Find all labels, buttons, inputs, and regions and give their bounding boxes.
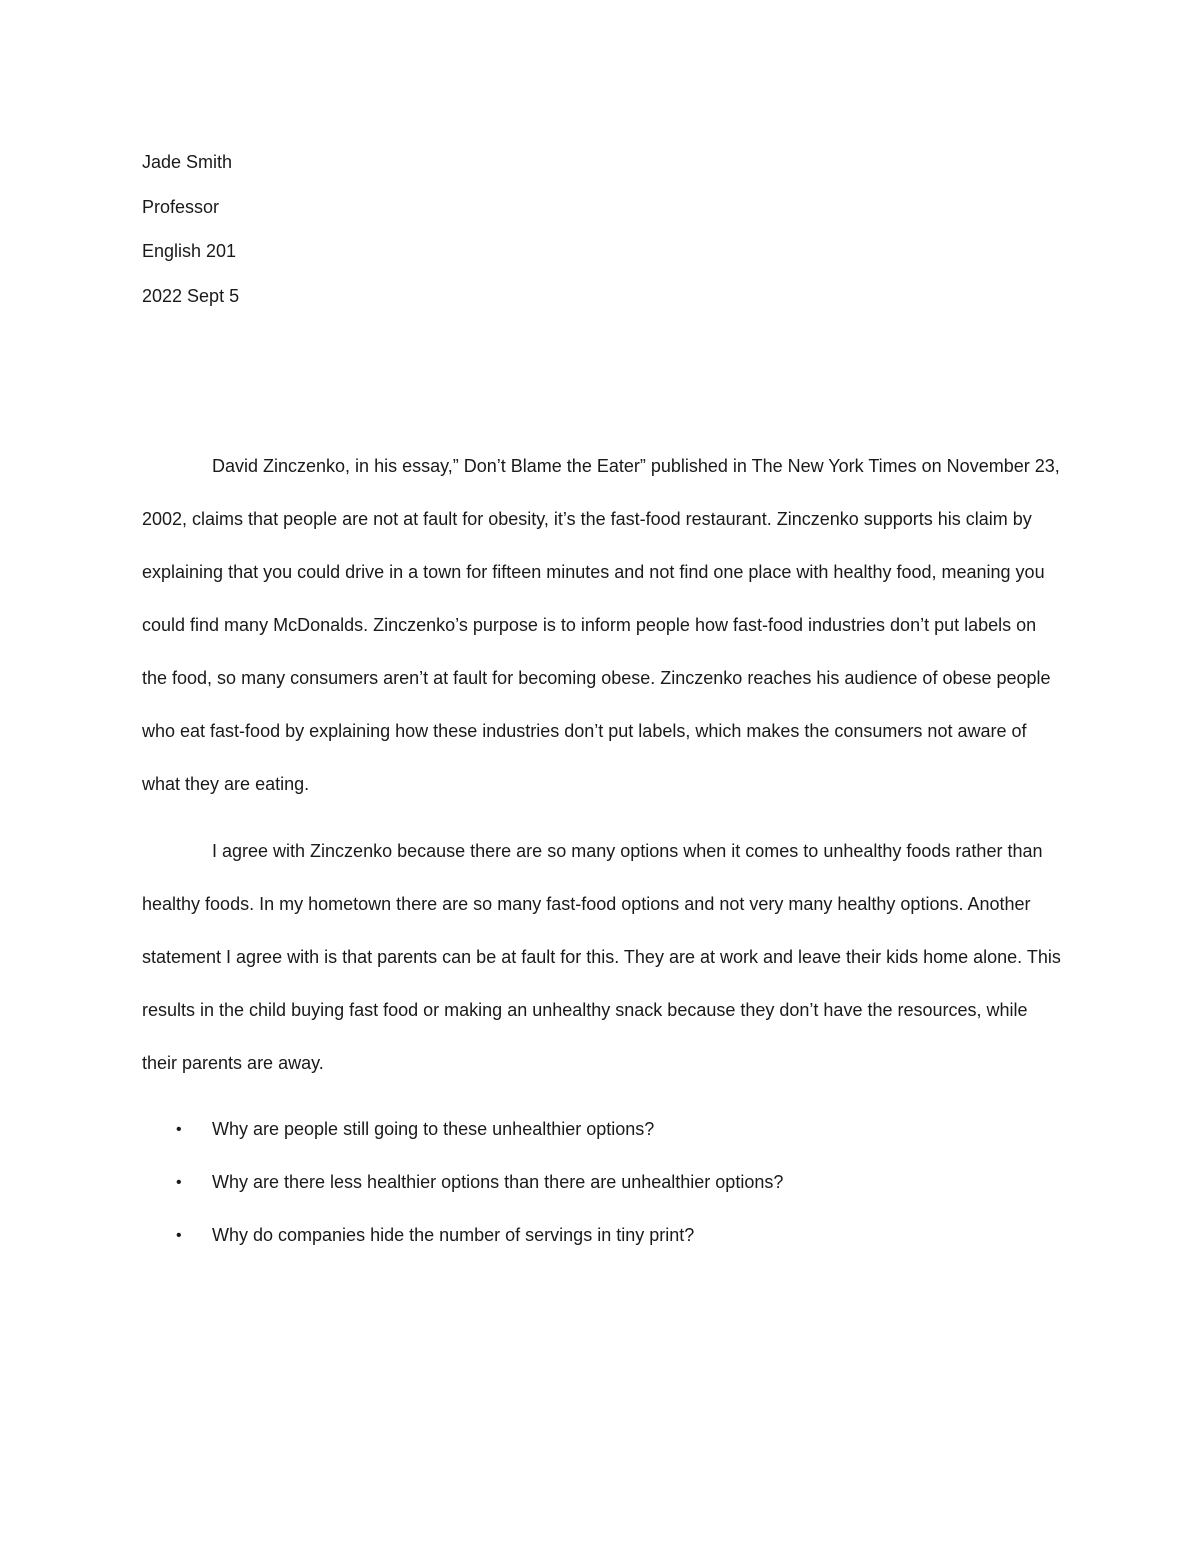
essay-body: [142, 440, 1062, 1104]
list-item: [142, 1103, 1062, 1156]
document-date: 2022 Sept 5: [142, 285, 240, 306]
course-name: English 201: [142, 241, 237, 261]
question-list: [142, 1103, 1062, 1262]
list-item: [142, 1156, 1062, 1209]
author-name: Jade Smith: [142, 152, 233, 172]
list-item: [142, 1209, 1062, 1262]
paragraph-summary: David Zinczenko, in his essay,” Don’t Blame the Eater” published in The New York Times on November 23, 2002, claims that people are not at fault for obesity, it’s the fast-food restaurant. Zinczenko supports his claim by explaining that you could drive in a town for fifteen minutes and not find one place with healthy food, meaning you could find many McDonalds. Zinczenko’s purpose is to inform people how fast-food industries don’t put labels on the food, so many consumers aren’t at fault for becoming obese. Zinczenko reaches his audience of obese people who eat fast-food by explaining how these industries don’t put labels, which makes the consumers not aware of what they are eating.: [142, 456, 1060, 794]
mla-heading: [142, 140, 742, 318]
question-text: Why do companies hide the number of servings in tiny print?: [212, 1225, 695, 1245]
bullet-icon: •: [176, 1121, 182, 1138]
bullet-icon: •: [176, 1227, 182, 1244]
question-text: Why are people still going to these unhealthier options?: [212, 1119, 655, 1139]
instructor-name: Professor: [142, 196, 220, 217]
question-text: Why are there less healthier options than there are unhealthier options?: [212, 1172, 784, 1192]
bullet-icon: •: [176, 1174, 182, 1191]
paragraph-response: I agree with Zinczenko because there are so many options when it comes to unhealthy foods rather than healthy foods. In my hometown there are so many fast-food options and not very many healthy options. Another statement I agree with is that parents can be at fault for this. They are at work and leave their kids home alone. This results in the child buying fast food or making an unhealthy snack because they don’t have the resources, while their parents are away.: [142, 841, 1061, 1073]
